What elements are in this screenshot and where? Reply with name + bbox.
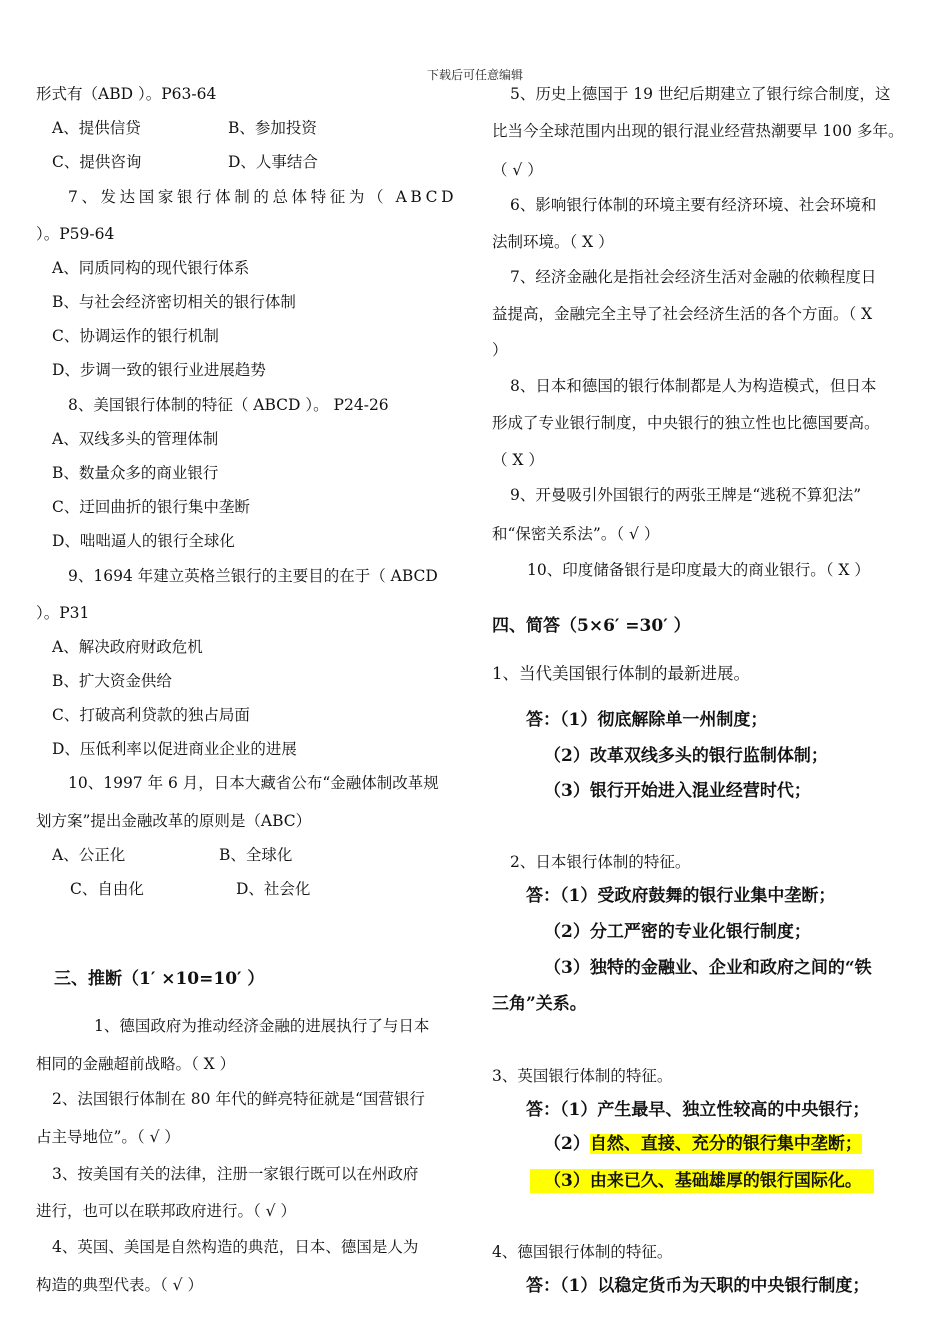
q7-option-d: D、步调一致的银行业进展趋势 [52,361,266,379]
q8-option-a: A、双线多头的管理体制 [52,430,219,448]
q10-option-c: C、自由化 [70,880,144,898]
q10-question: 10、1997 年 6 月，日本大藏省公布“金融体制改革规 [68,774,439,792]
q10-option-d: D、社会化 [236,880,311,898]
judgement-8-end: （ X ） [492,451,544,469]
q9-option-a: A、解决政府财政危机 [52,638,203,656]
judgement-4-end: 构造的典型代表。（ √ ） [36,1276,203,1294]
q7-question-end: ）。P59-64 [36,225,115,243]
short-answer-1-line-1: 答：（1）彻底解除单一州制度； [526,710,768,730]
judgement-3-end: 进行，也可以在联邦政府进行。（ √ ） [36,1202,296,1220]
judgement-7-end: ） [492,341,508,359]
judgement-9: 9、开曼吸引外国银行的两张王牌是“逃税不算犯法” [510,486,862,504]
q9-option-c: C、打破高利贷款的独占局面 [52,706,250,724]
q9-option-b: B、扩大资金供给 [52,672,172,690]
q7-option-a: A、同质同构的现代银行体系 [52,259,250,277]
q7-option-b: B、与社会经济密切相关的银行体制 [52,293,296,311]
q6-option-b: B、参加投资 [228,119,317,137]
judgement-7: 7、经济金融化是指社会经济生活对金融的依赖程度日 [510,268,877,286]
judgement-3: 3、按美国有关的法律，注册一家银行既可以在州政府 [52,1165,419,1183]
judgement-2-end: 占主导地位”。（ √ ） [36,1128,180,1146]
judgement-4: 4、英国、美国是自然构造的典范，日本、德国是人为 [52,1238,419,1256]
short-answer-2-question: 2、日本银行体制的特征。 [510,853,691,871]
q8-option-c: C、迂回曲折的银行集中垄断 [52,498,250,516]
short-answer-4-question: 4、德国银行体制的特征。 [492,1243,673,1261]
judgement-5-end: （ √ ） [492,161,543,179]
short-answer-1-question: 1、当代美国银行体制的最新进展。 [492,664,750,683]
short-answer-2-line-2: （2）分工严密的专业化银行制度； [544,922,811,942]
short-answer-2-line-3-end: 三角”关系。 [492,994,587,1014]
q8-option-b: B、数量众多的商业银行 [52,464,219,482]
q9-question-end: ）。P31 [36,604,90,622]
judgement-2: 2、法国银行体制在 80 年代的鲜亮特征就是“国营银行 [52,1090,425,1108]
judgement-1: 1、德国政府为推动经济金融的进展执行了与日本 [94,1017,430,1035]
q7-option-c: C、协调运作的银行机制 [52,327,219,345]
short-answer-1-line-3: （3）银行开始进入混业经营时代； [544,781,811,801]
short-answer-3-line-3: （3）由来已久、基础雄厚的银行国际化。 [530,1169,874,1193]
short-answer-3-question: 3、英国银行体制的特征。 [492,1067,673,1085]
short-answer-1-line-2: （2）改革双线多头的银行监制体制； [544,746,828,766]
highlighted-text: 自然、直接、充分的银行集中垄断； [589,1134,862,1154]
q10-option-b: B、全球化 [219,846,293,864]
judgement-5: 5、历史上德国于 19 世纪后期建立了银行综合制度，这 [510,85,891,103]
short-answer-4-line-1: 答：（1）以稳定货币为天职的中央银行制度； [526,1276,870,1296]
q9-option-d: D、压低利率以促进商业企业的进展 [52,740,297,758]
q6-option-a: A、提供信贷 [52,119,141,137]
short-answer-3-line-2 [544,1134,862,1154]
q9-question: 9、1694 年建立英格兰银行的主要目的在于（ ABCD [68,567,438,585]
short-answer-2-line-1: 答：（1）受政府鼓舞的银行业集中垄断； [526,886,836,906]
short-answer-3-line-1: 答：（1）产生最早、独立性较高的中央银行； [526,1100,870,1120]
q6-continued: 形式有（ABD ）。P63-64 [36,85,217,103]
judgement-5-cont: 比当今全球范围内出现的银行混业经营热潮要早 100 多年。 [492,122,904,140]
page-header: 下载后可任意编辑 [426,68,523,82]
short-answer-2-line-3: （3）独特的金融业、企业和政府之间的“铁 [544,958,872,978]
judgement-7-cont: 益提高，金融完全主导了社会经济生活的各个方面。（ X [492,305,873,323]
short-answer-3-line-2-prefix: （2） [544,1134,590,1154]
q7-question: 7、发达国家银行体制的总体特征为（ ABCD [68,188,458,206]
q8-question: 8、美国银行体制的特征（ ABCD ）。 P24-26 [68,396,389,414]
judgement-8: 8、日本和德国的银行体制都是人为构造模式，但日本 [510,377,877,395]
q8-option-d: D、咄咄逼人的银行全球化 [52,532,235,550]
judgement-10: 10、印度储备银行是印度最大的商业银行。（ X ） [527,561,870,579]
q10-question-end: 划方案”提出金融改革的原则是（ABC） [36,812,312,830]
judgement-6: 6、影响银行体制的环境主要有经济环境、社会环境和 [510,196,877,214]
q6-option-c: C、提供咨询 [52,153,142,171]
judgement-1-end: 相同的金融超前战略。（ X ） [36,1055,236,1073]
judgement-8-cont: 形成了专业银行制度，中央银行的独立性也比德国要高。 [492,414,880,432]
section-4-heading: 四、简答（5×6′ =30′ ） [492,616,691,636]
judgement-6-end: 法制环境。（ X ） [492,233,614,251]
section-3-heading: 三、推断（1′ ×10=10′ ） [54,969,265,989]
judgement-9-end: 和“保密关系法”。（ √ ） [492,525,660,543]
q10-option-a: A、公正化 [52,846,126,864]
q6-option-d: D、人事结合 [228,153,318,171]
